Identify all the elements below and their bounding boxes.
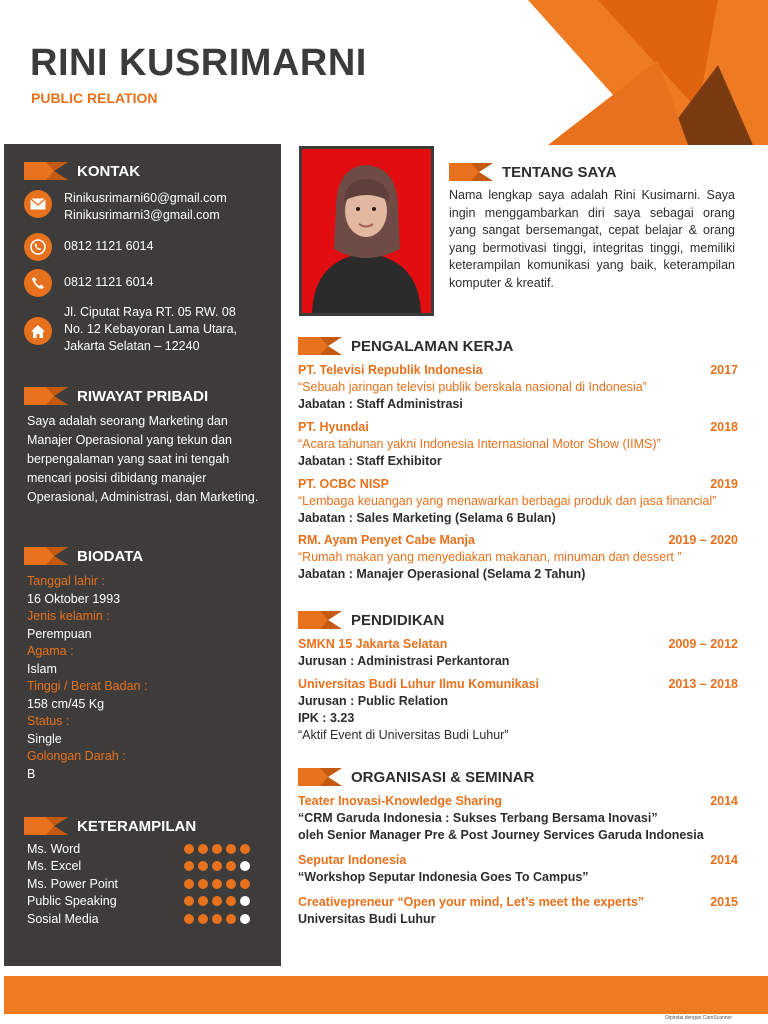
skill-rating <box>184 879 250 889</box>
major: Jurusan : Public Relation <box>298 694 449 708</box>
skill-name: Ms. Word <box>27 841 81 856</box>
header-decoration <box>468 0 768 150</box>
rating-dot-filled <box>198 861 208 871</box>
biodata-value: 16 Oktober 1993 <box>27 591 121 606</box>
biodata-label: Golongan Darah : <box>27 749 126 763</box>
scanner-watermark: Dipindai dengan CamScanner <box>665 1015 732 1021</box>
contact-phone <box>24 269 153 297</box>
biodata-label: Tinggi / Berat Badan : <box>27 679 148 693</box>
skill-row <box>27 910 250 928</box>
year: 2017 <box>710 363 738 377</box>
biodata-value: B <box>27 766 36 781</box>
experience-item <box>298 362 738 413</box>
experience-item <box>298 476 738 527</box>
footer-bar <box>4 976 768 1014</box>
biodata-label: Tanggal lahir : <box>27 574 105 588</box>
company-desc: “Sebuah jaringan televisi publik berskala nasional di Indonesia” <box>298 380 647 394</box>
position: Jabatan : Manajer Operasional (Selama 2 Tahun) <box>298 567 586 581</box>
skill-row <box>27 840 250 858</box>
rating-dot-filled <box>198 914 208 924</box>
profile-photo <box>299 146 434 316</box>
company-desc: “Rumah makan yang menyediakan makanan, minuman dan dessert ” <box>298 550 682 564</box>
rating-dot-filled <box>226 844 236 854</box>
company-name: RM. Ayam Penyet Cabe Manja <box>298 533 475 547</box>
position: Jabatan : Staff Administrasi <box>298 397 463 411</box>
skill-row <box>27 875 250 893</box>
rating-dot-filled <box>198 896 208 906</box>
year: 2015 <box>710 895 738 909</box>
chevron-left-icon <box>298 611 342 629</box>
biodata-label: Status : <box>27 714 70 728</box>
organization-heading: ORGANISASI & SEMINAR <box>298 768 534 786</box>
biodata-value: Single <box>27 731 62 746</box>
riwayat-text: Saya adalah seorang Marketing dan Manajer Operasional yang tekun dan berpengalaman yang saat ini tengah mencari posisi dibidang manajer Operasional, Administrasi, dan Marketing. <box>27 414 259 504</box>
whatsapp-icon <box>24 233 52 261</box>
position: Jabatan : Sales Marketing (Selama 6 Bulan) <box>298 511 556 525</box>
rating-dot-empty <box>240 896 250 906</box>
rating-dot-filled <box>184 914 194 924</box>
rating-dot-filled <box>226 914 236 924</box>
organization-item <box>298 894 738 928</box>
school-name: Universitas Budi Luhur Ilmu Komunikasi <box>298 677 540 691</box>
chevron-left-icon <box>24 547 68 565</box>
chevron-left-icon <box>24 162 68 180</box>
phone-number[interactable]: 0812 1121 6014 <box>64 275 154 289</box>
full-name: RINI KUSRIMARNI <box>30 42 367 84</box>
skills-list <box>27 840 250 928</box>
major: Jurusan : Administrasi Perkantoran <box>298 654 510 668</box>
company-name: PT. OCBC NISP <box>298 477 389 491</box>
year: 2014 <box>710 853 738 867</box>
job-title: PUBLIC RELATION <box>31 90 158 106</box>
org-detail: “CRM Garuda Indonesia : Sukses Terbang Bersama Inovasi” <box>298 811 658 825</box>
biodata-heading: BIODATA <box>24 547 143 565</box>
org-detail: Universitas Budi Luhur <box>298 912 436 926</box>
rating-dot-filled <box>212 896 222 906</box>
contact-email <box>24 190 227 224</box>
biodata-value: Perempuan <box>27 626 92 641</box>
organization-item <box>298 852 738 886</box>
company-name: PT. Hyundai <box>298 420 369 434</box>
position: Jabatan : Staff Exhibitor <box>298 454 442 468</box>
biodata-value: 158 cm/45 Kg <box>27 696 105 711</box>
chevron-left-icon <box>298 768 342 786</box>
education-item <box>298 676 738 744</box>
org-name: Seputar Indonesia <box>298 853 407 867</box>
rating-dot-filled <box>212 879 222 889</box>
skill-rating <box>184 914 250 924</box>
education-note: “Aktif Event di Universitas Budi Luhur” <box>298 728 509 742</box>
skill-name: Ms. Power Point <box>27 876 119 891</box>
year: 2019 – 2020 <box>668 533 738 547</box>
rating-dot-filled <box>212 914 222 924</box>
org-detail: oleh Senior Manager Pre & Post Journey Services Garuda Indonesia <box>298 828 704 842</box>
skills-heading: KETERAMPILAN <box>24 817 196 835</box>
address-line: Jl. Ciputat Raya RT. 05 RW. 08 <box>64 305 236 319</box>
year: 2014 <box>710 794 738 808</box>
experience-item <box>298 419 738 470</box>
year: 2018 <box>710 420 738 434</box>
rating-dot-filled <box>212 844 222 854</box>
email-icon <box>24 190 52 218</box>
sidebar <box>4 144 281 966</box>
rating-dot-filled <box>198 879 208 889</box>
chevron-left-icon <box>449 163 493 181</box>
biodata-list <box>27 573 272 783</box>
company-name: PT. Televisi Republik Indonesia <box>298 363 483 377</box>
chevron-left-icon <box>24 387 68 405</box>
skill-name: Ms. Excel <box>27 859 82 874</box>
riwayat-heading: RIWAYAT PRIBADI <box>24 387 208 405</box>
skill-rating <box>184 861 250 871</box>
year: 2009 – 2012 <box>668 637 738 651</box>
company-desc: “Lembaga keuangan yang menawarkan berbagai produk dan jasa financial” <box>298 494 717 508</box>
school-name: SMKN 15 Jakarta Selatan <box>298 637 448 651</box>
email-primary[interactable]: Rinikusrimarni60@gmail.com <box>64 191 227 205</box>
contact-address <box>24 304 237 355</box>
rating-dot-filled <box>240 879 250 889</box>
email-secondary[interactable]: Rinikusrimarni3@gmail.com <box>64 208 220 222</box>
contact-whatsapp <box>24 233 153 261</box>
rating-dot-filled <box>184 844 194 854</box>
rating-dot-filled <box>212 861 222 871</box>
rating-dot-filled <box>240 844 250 854</box>
company-desc: “Acara tahunan yakni Indonesia Internasional Motor Show (IIMS)” <box>298 437 661 451</box>
rating-dot-filled <box>226 861 236 871</box>
whatsapp-number[interactable]: 0812 1121 6014 <box>64 239 154 253</box>
biodata-value: Islam <box>27 661 57 676</box>
rating-dot-filled <box>198 844 208 854</box>
about-text: Nama lengkap saya adalah Rini Kusimarni. Saya ingin menggambarkan diri saya sebagai orang yang sangat bersemangat, cepat belajar & orang yang bermotivasi tinggi, integritas tinggi, memiliki keterampilan komunikasi yang baik, keterampilan komputer & kreatif. <box>449 188 735 290</box>
experience-item <box>298 532 738 583</box>
skill-name: Sosial Media <box>27 911 99 926</box>
org-name: Creativepreneur “Open your mind, Let’s meet the experts” <box>298 895 645 909</box>
rating-dot-filled <box>226 896 236 906</box>
skill-rating <box>184 896 250 906</box>
education-heading: PENDIDIKAN <box>298 611 444 629</box>
skill-rating <box>184 844 250 854</box>
chevron-left-icon <box>24 817 68 835</box>
rating-dot-empty <box>240 861 250 871</box>
rating-dot-filled <box>184 861 194 871</box>
rating-dot-filled <box>184 879 194 889</box>
home-icon <box>24 317 52 345</box>
biodata-label: Jenis kelamin : <box>27 609 110 623</box>
experience-heading: PENGALAMAN KERJA <box>298 337 514 355</box>
year: 2013 – 2018 <box>668 677 738 691</box>
skill-row <box>27 893 250 911</box>
phone-icon <box>24 269 52 297</box>
ipk: IPK : 3.23 <box>298 711 355 725</box>
address-line: Jakarta Selatan – 12240 <box>64 339 200 353</box>
organization-item <box>298 793 738 844</box>
year: 2019 <box>710 477 738 491</box>
biodata-label: Agama : <box>27 644 74 658</box>
education-item <box>298 636 738 670</box>
rating-dot-filled <box>184 896 194 906</box>
org-name: Teater Inovasi-Knowledge Sharing <box>298 794 502 808</box>
address-line: No. 12 Kebayoran Lama Utara, <box>64 322 238 336</box>
about-heading: TENTANG SAYA <box>449 163 616 181</box>
skill-name: Public Speaking <box>27 894 117 909</box>
chevron-left-icon <box>298 337 342 355</box>
skill-row <box>27 858 250 876</box>
rating-dot-filled <box>226 879 236 889</box>
org-detail: “Workshop Seputar Indonesia Goes To Campus” <box>298 870 589 884</box>
rating-dot-empty <box>240 914 250 924</box>
contact-heading: KONTAK <box>24 162 140 180</box>
